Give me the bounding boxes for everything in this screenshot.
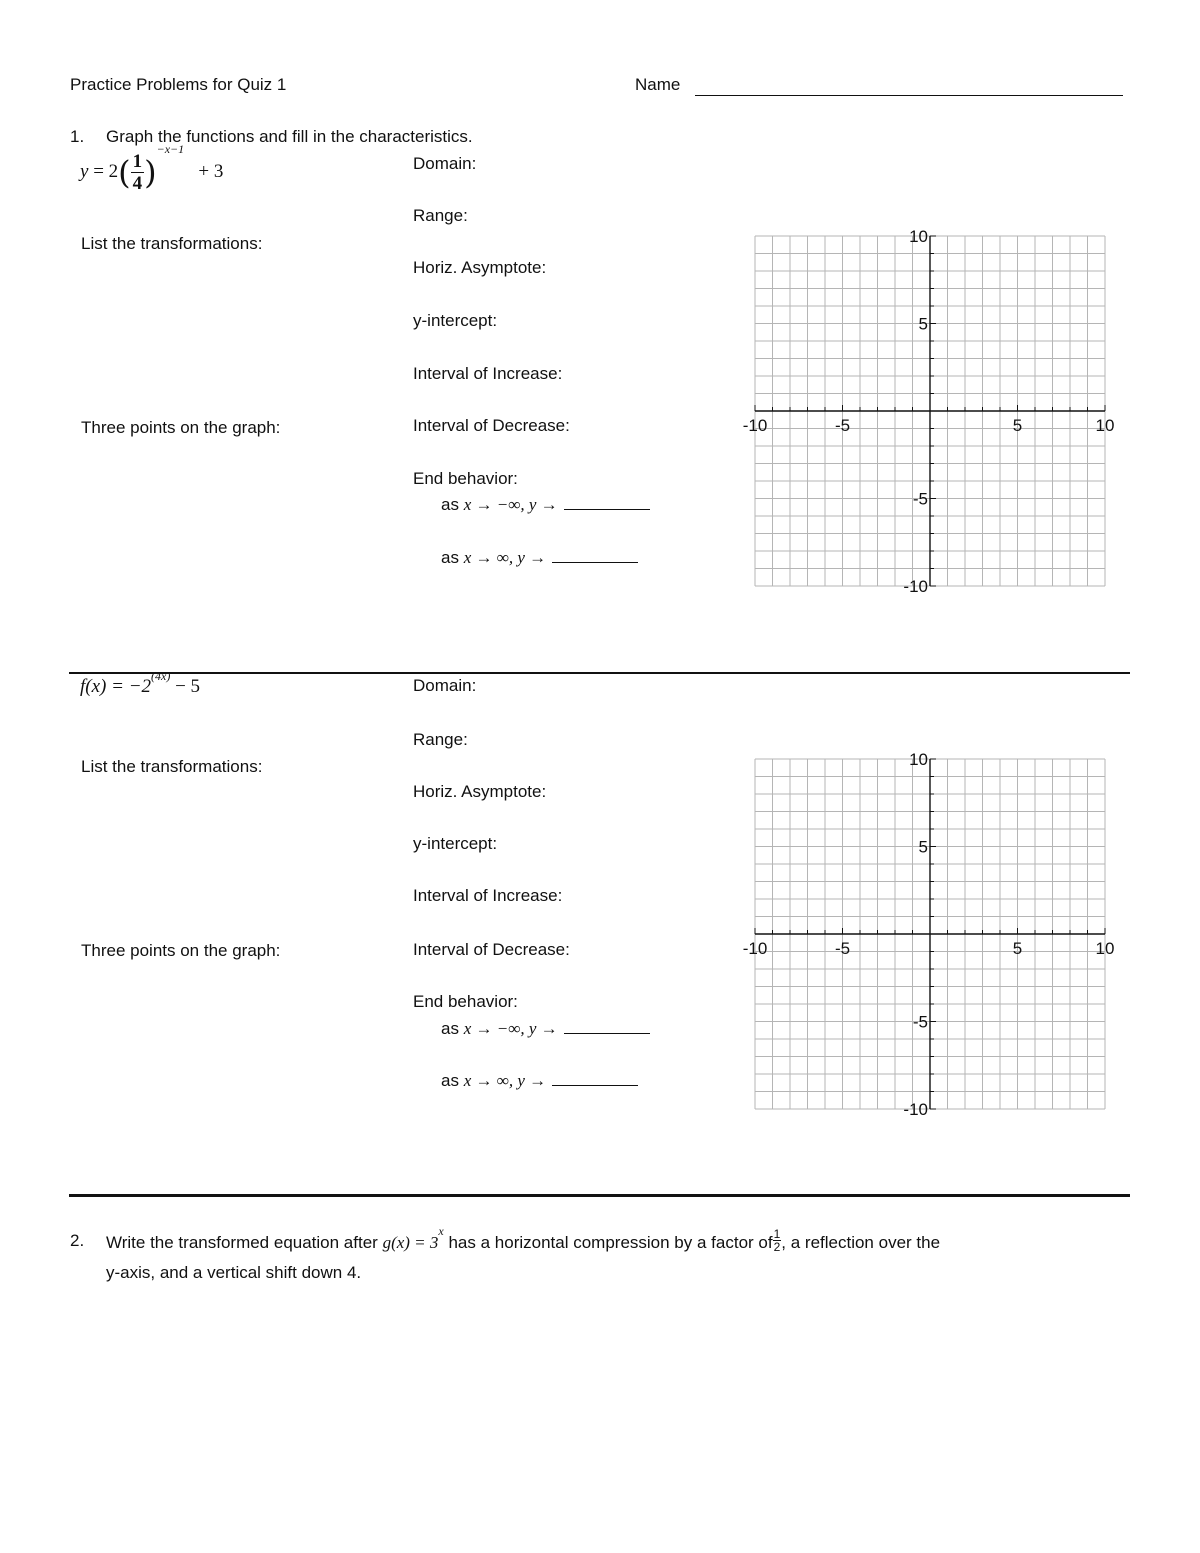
answer-blank[interactable]: [564, 1019, 650, 1034]
y-tick-label: 5: [918, 314, 928, 334]
y-tick-label: 5: [918, 837, 928, 857]
transformations-label-b: List the transformations:: [81, 757, 263, 776]
question-2-line-2: y-axis, and a vertical shift down 4.: [106, 1263, 362, 1282]
x-tick-label: -10: [742, 939, 768, 958]
x-tick-label: 10: [1095, 939, 1115, 958]
end-behavior-pos-b: as x → ∞, y →: [441, 1071, 638, 1091]
end-behavior-neg-b: as x → −∞, y →: [441, 1019, 650, 1039]
answer-blank[interactable]: [552, 1071, 638, 1086]
decrease-label-b: Interval of Decrease:: [413, 940, 570, 959]
increase-label-a: Interval of Increase:: [413, 364, 563, 383]
decrease-label-a: Interval of Decrease:: [413, 416, 570, 435]
asymptote-label-a: Horiz. Asymptote:: [413, 258, 547, 277]
end-behavior-label-a: End behavior:: [413, 469, 518, 488]
answer-blank[interactable]: [564, 495, 650, 510]
name-label: Name: [635, 75, 681, 94]
y-tick-label: 10: [909, 227, 928, 246]
end-behavior-label-b: End behavior:: [413, 992, 518, 1011]
y-tick-label: -5: [912, 489, 928, 509]
section-divider: [69, 1194, 1130, 1197]
y-tick-label: 10: [909, 750, 928, 769]
domain-label-a: Domain:: [413, 154, 477, 173]
y-tick-label: -10: [903, 1100, 928, 1119]
x-tick-label: 5: [1012, 416, 1023, 435]
range-label-a: Range:: [413, 206, 468, 225]
end-behavior-pos-a: as x → ∞, y →: [441, 548, 638, 568]
x-tick-label: -5: [834, 416, 851, 435]
transformations-label-a: List the transformations:: [81, 234, 263, 253]
equation-b: $f(x) = -2^{(4x)} - 5$: [80, 669, 201, 697]
range-label-b: Range:: [413, 730, 468, 749]
x-tick-label: 5: [1012, 939, 1023, 958]
y-tick-label: -5: [912, 1012, 928, 1032]
x-tick-label: -5: [834, 939, 851, 958]
domain-label-b: Domain:: [413, 676, 477, 695]
yint-label-b: y-intercept:: [413, 834, 498, 853]
question-1-number: 1.: [70, 127, 85, 146]
increase-label-b: Interval of Increase:: [413, 886, 563, 905]
section-divider: [69, 672, 1130, 674]
name-field[interactable]: [695, 95, 1123, 96]
y-tick-label: -10: [903, 577, 928, 596]
question-2-line-1: Write the transformed equation after $g(x) = 3^x$ has a horizontal compression by a factor of $\frac{1}{2}$ , a reflection over the: [106, 1224, 941, 1254]
x-tick-label: -10: [742, 416, 768, 435]
yint-label-a: y-intercept:: [413, 311, 498, 330]
question-1-instruction: Graph the functions and fill in the characteristics.: [106, 127, 473, 146]
coordinate-grid-b[interactable]: [735, 747, 1125, 1119]
x-tick-label: 10: [1095, 416, 1115, 435]
asymptote-label-b: Horiz. Asymptote:: [413, 782, 547, 801]
page-title: Practice Problems for Quiz 1: [70, 75, 287, 94]
points-label-a: Three points on the graph:: [81, 418, 281, 437]
points-label-b: Three points on the graph:: [81, 941, 281, 960]
answer-blank[interactable]: [552, 548, 638, 563]
end-behavior-neg-a: as x → −∞, y →: [441, 495, 650, 515]
coordinate-grid-a[interactable]: [735, 224, 1125, 596]
question-2-number: 2.: [70, 1231, 85, 1250]
equation-a: y = 2( $\frac{1}{4}$ )$^{-x-1}$ + 3: [80, 142, 224, 194]
